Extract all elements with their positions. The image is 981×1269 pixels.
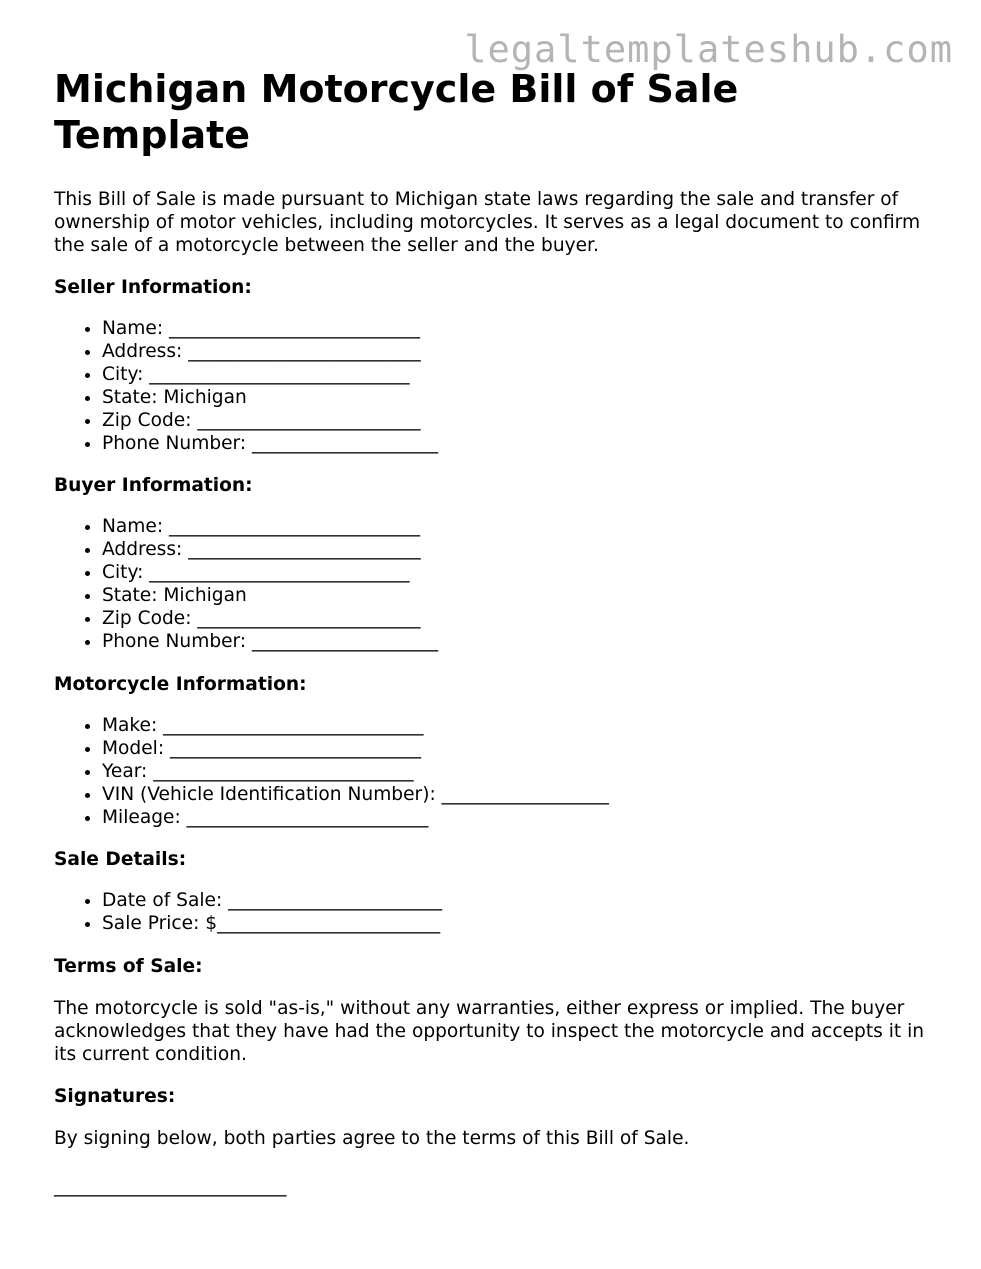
watermark: legaltemplateshub.com: [464, 28, 953, 71]
sale-date-field: • Date of Sale: _______________________: [102, 890, 944, 913]
buyer-zip-field: • Zip Code: ________________________: [102, 608, 944, 631]
buyer-city-field: • City: ____________________________: [102, 562, 944, 585]
seller-state-field: • State: Michigan: [102, 387, 944, 410]
motorcycle-model-field: • Model: ___________________________: [102, 738, 944, 761]
motorcycle-list: [54, 715, 944, 830]
buyer-address-field: • Address: _________________________: [102, 539, 944, 562]
buyer-phone-field: • Phone Number: ____________________: [102, 631, 944, 654]
page-title: Michigan Motorcycle Bill of Sale Template: [54, 67, 739, 157]
buyer-heading: Buyer Information:: [54, 475, 253, 497]
terms-heading: Terms of Sale:: [54, 956, 203, 978]
seller-phone-field: • Phone Number: ____________________: [102, 433, 944, 456]
intro-paragraph: This Bill of Sale is made pursuant to Michigan state laws regarding the sale and transfer of ownership of motor vehicles, including motorcycles. It serves as a legal document to confirm the sale of a motorcycle between the seller and the buyer.: [54, 189, 921, 256]
seller-city-field: • City: ____________________________: [102, 364, 944, 387]
terms-paragraph: The motorcycle is sold "as-is," without any warranties, either express or implied. The buyer acknowledges that they have had the opportunity to inspect the motorcycle and accepts it in its current condition.: [54, 998, 925, 1066]
signatures-paragraph: By signing below, both parties agree to the terms of this Bill of Sale.: [54, 1128, 690, 1150]
signatures-heading: Signatures:: [54, 1086, 176, 1108]
buyer-state-field: • State: Michigan: [102, 585, 944, 608]
motorcycle-vin-field: • VIN (Vehicle Identification Number): __________________: [102, 784, 944, 807]
seller-heading: Seller Information:: [54, 277, 252, 298]
seller-name-field: • Name: ___________________________: [102, 318, 944, 341]
motorcycle-mileage-field: • Mileage: __________________________: [102, 807, 944, 830]
sale-heading: Sale Details:: [54, 849, 187, 871]
motorcycle-make-field: • Make: ____________________________: [102, 715, 944, 738]
document: [54, 66, 944, 1198]
seller-address-field: • Address: _________________________: [102, 341, 944, 364]
motorcycle-year-field: • Year: ____________________________: [102, 761, 944, 784]
seller-list: [54, 318, 944, 455]
buyer-list: [54, 516, 944, 653]
signature-line: _________________________: [54, 1176, 287, 1198]
motorcycle-heading: Motorcycle Information:: [54, 673, 307, 695]
sale-price-field: • Sale Price: $________________________: [102, 913, 944, 936]
buyer-name-field: • Name: ___________________________: [102, 516, 944, 539]
seller-zip-field: • Zip Code: ________________________: [102, 410, 944, 433]
sale-list: [54, 890, 944, 936]
